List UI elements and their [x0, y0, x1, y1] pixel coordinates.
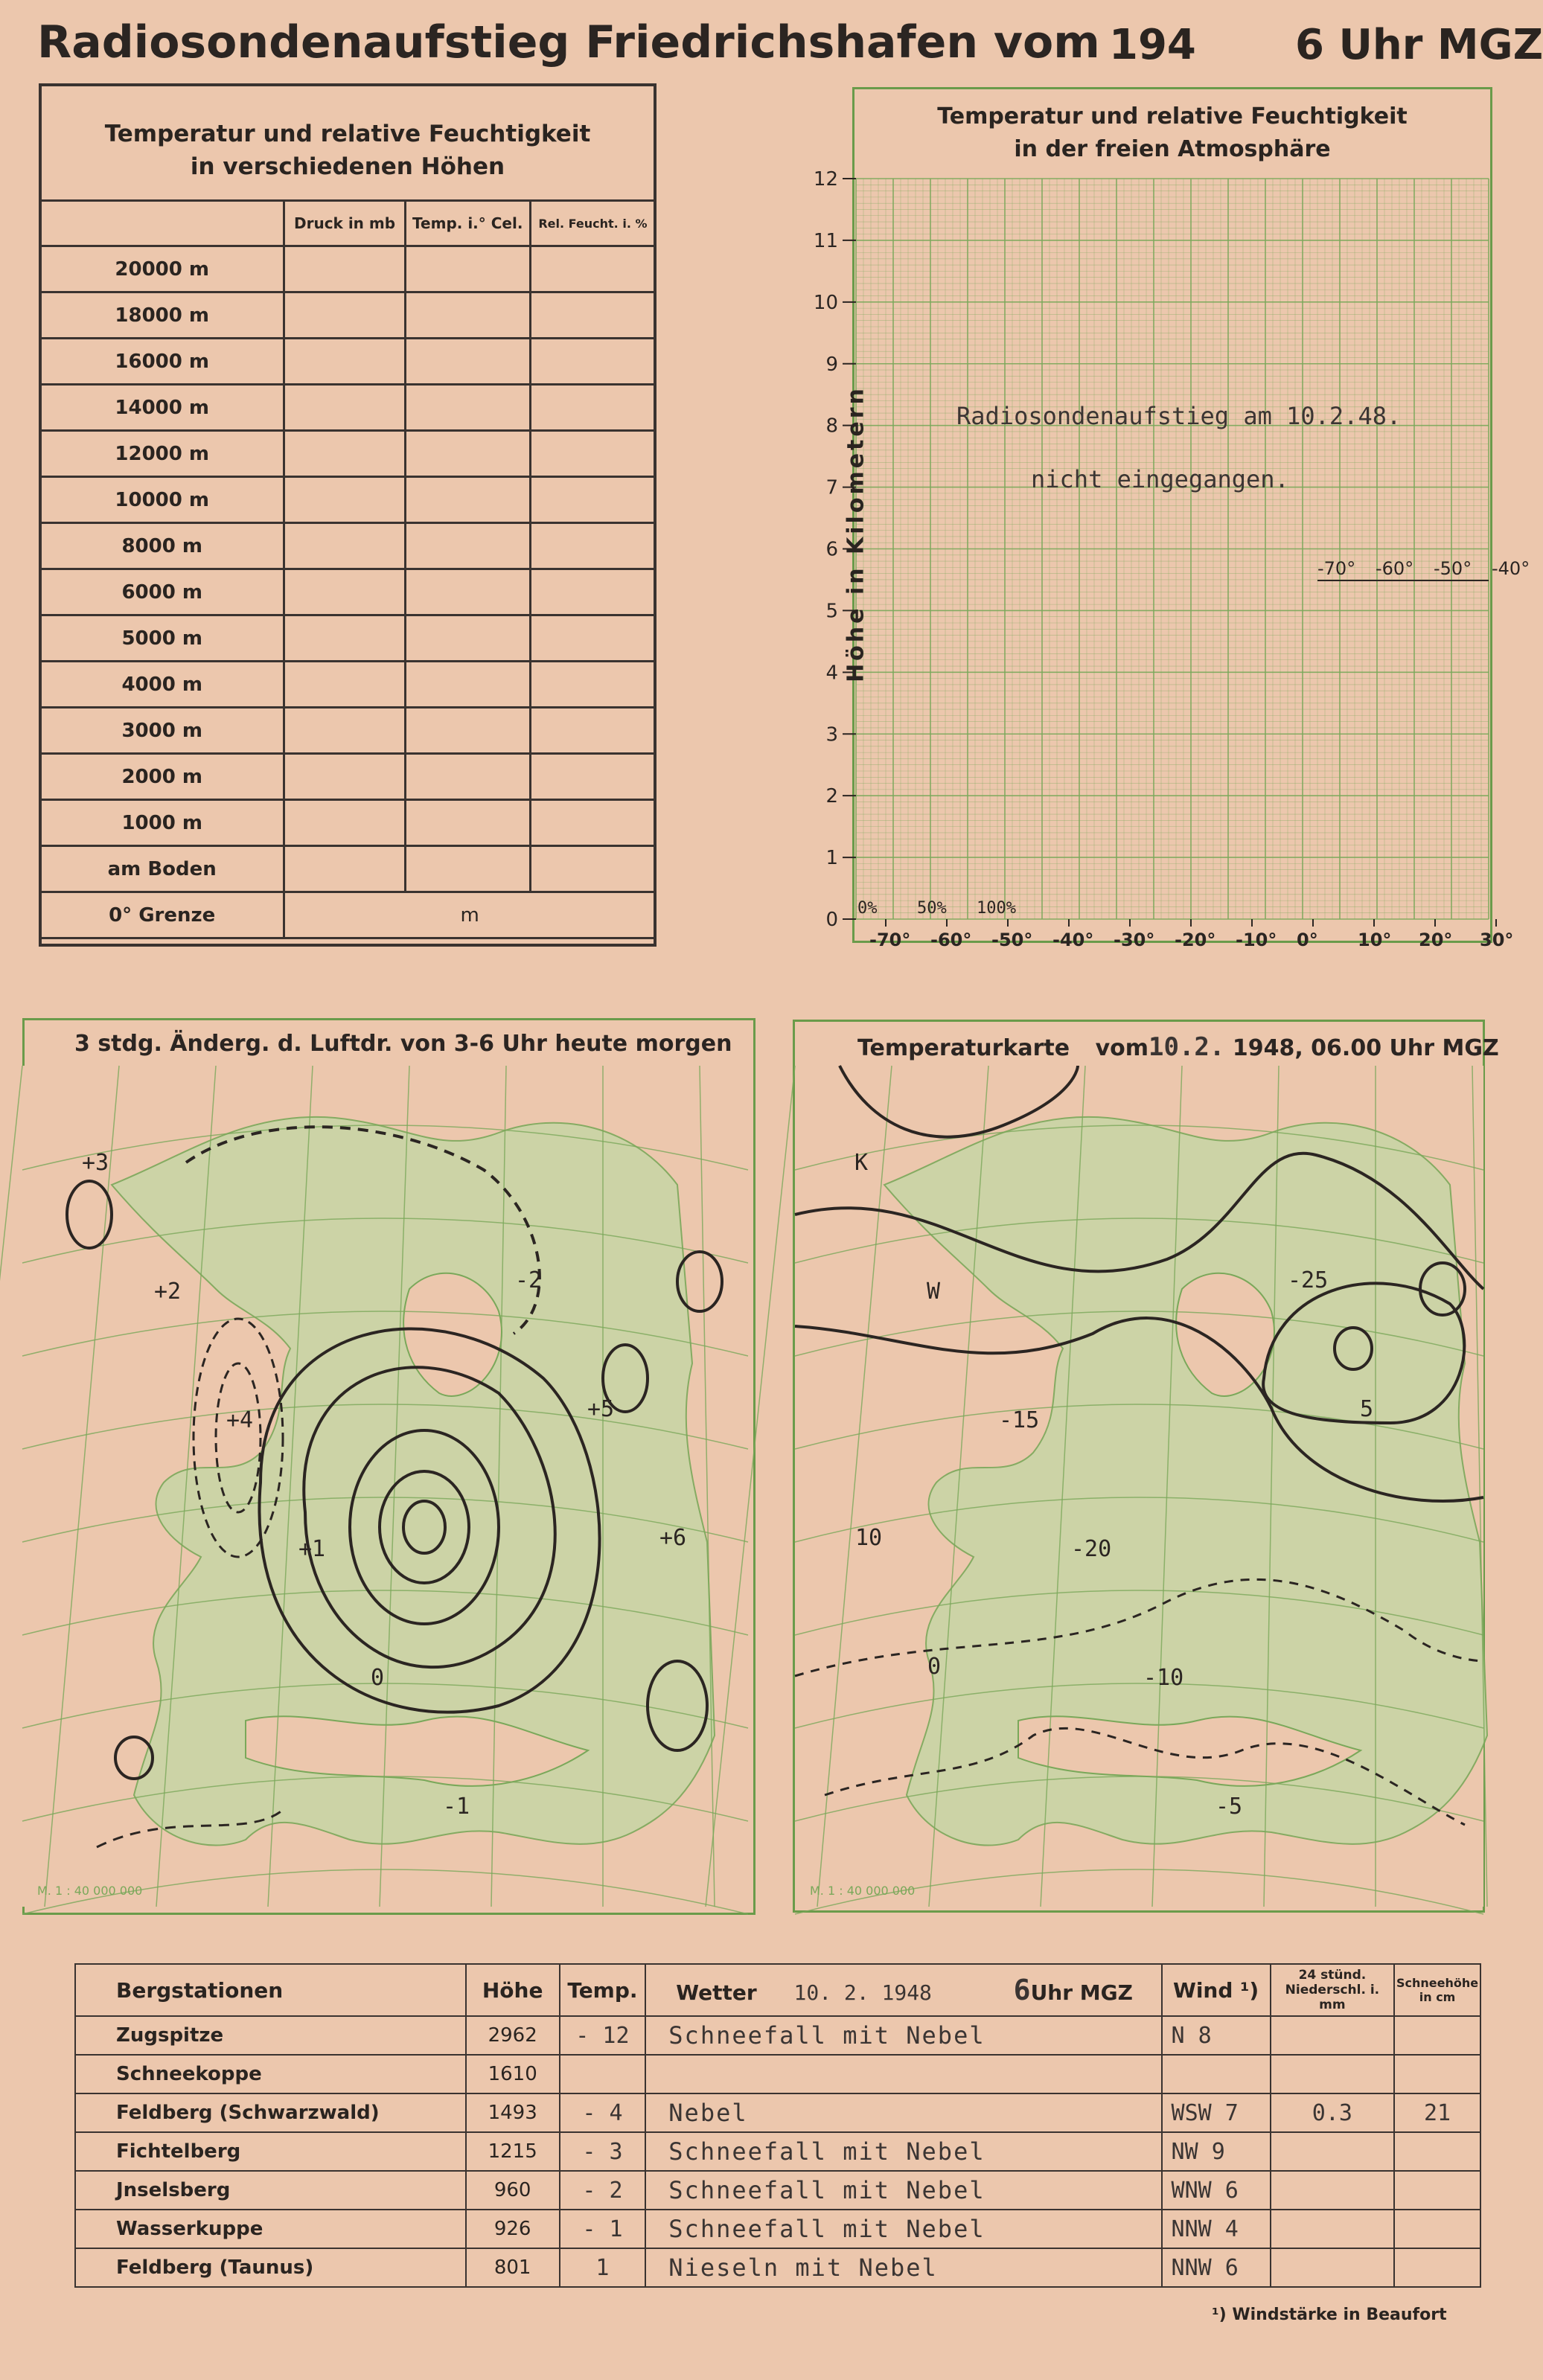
height-cell	[405, 662, 530, 708]
y-tick-label: 12	[813, 168, 838, 191]
humidity-tick-label: 100%	[977, 899, 1016, 918]
height-cell	[284, 754, 405, 800]
map-label: -15	[999, 1407, 1040, 1433]
height-cell	[405, 246, 530, 292]
atmosphere-chart	[774, 149, 1530, 967]
height-label: 5000 m	[40, 615, 284, 662]
zero-grenze-label: 0° Grenze	[40, 892, 284, 938]
y-tick-label: 3	[825, 723, 838, 746]
map-label: -5	[1215, 1794, 1243, 1820]
hdr-weather: Wetter	[676, 1980, 757, 2005]
station-snow	[1394, 2210, 1480, 2248]
station-row	[75, 2210, 1480, 2248]
height-cell	[405, 615, 530, 662]
map-label: +6	[659, 1525, 687, 1551]
height-row	[40, 477, 656, 523]
page-title: Radiosondenaufstieg Friedrichshafen vom	[37, 16, 1100, 68]
pressure-map	[22, 1066, 748, 1907]
height-cell	[284, 477, 405, 523]
x-tick-label: -40°	[1052, 930, 1094, 950]
longitude-line	[0, 1066, 22, 1907]
map-label: 0	[927, 1654, 942, 1680]
station-precip	[1271, 2171, 1394, 2210]
station-precip	[1271, 2210, 1394, 2248]
y-tick-label: 8	[825, 415, 838, 438]
height-cell	[530, 431, 655, 477]
station-precip	[1271, 2055, 1394, 2093]
height-cell	[530, 292, 655, 339]
height-label: 14000 m	[40, 385, 284, 431]
height-label: 2000 m	[40, 754, 284, 800]
x-tick-label: -20°	[1175, 930, 1216, 950]
x-tick-label: 20°	[1419, 930, 1453, 950]
station-wind: WNW 6	[1162, 2171, 1271, 2210]
station-wind: WSW 7	[1162, 2093, 1271, 2132]
height-cell	[284, 292, 405, 339]
temp-map-time: , 06.00 Uhr MGZ	[1294, 1035, 1499, 1061]
station-height: 1610	[466, 2055, 560, 2093]
station-snow	[1394, 2132, 1480, 2171]
height-cell	[530, 246, 655, 292]
station-wind: NNW 4	[1162, 2210, 1271, 2248]
y-tick-label: 2	[825, 785, 838, 808]
height-row	[40, 800, 656, 846]
station-height: 926	[466, 2210, 560, 2248]
hdr-precip: 24 stünd. Niederschl. i. mm	[1271, 1964, 1394, 2016]
station-weather: Nebel	[645, 2093, 1161, 2132]
height-cell	[530, 385, 655, 431]
height-cell	[284, 523, 405, 569]
upper-tick-label: -60°	[1376, 558, 1414, 579]
station-row	[75, 2132, 1480, 2171]
x-tick-label: -60°	[930, 930, 972, 950]
height-row	[40, 662, 656, 708]
station-temp: 1	[560, 2248, 646, 2287]
height-label: 18000 m	[40, 292, 284, 339]
height-row	[40, 569, 656, 615]
station-station: Schneekoppe	[75, 2055, 466, 2093]
station-station: Feldberg (Taunus)	[75, 2248, 466, 2287]
hdr-hour-print: Uhr MGZ	[1030, 1980, 1133, 2005]
map-label: +5	[587, 1396, 615, 1422]
height-cell	[405, 800, 530, 846]
station-weather: Schneefall mit Nebel	[645, 2132, 1161, 2171]
height-label: 4000 m	[40, 662, 284, 708]
map-label: W	[927, 1279, 941, 1305]
col-rel-feucht: Rel. Feucht. i. %	[530, 201, 655, 246]
x-tick-label: 0°	[1297, 930, 1318, 950]
map-label: K	[854, 1150, 869, 1176]
height-cell	[405, 431, 530, 477]
height-table	[39, 199, 657, 939]
map-scale: M. 1 : 40 000 000	[810, 1884, 916, 1898]
map-scale: M. 1 : 40 000 000	[37, 1884, 143, 1898]
temperature-map	[795, 1066, 1483, 1907]
height-cell	[284, 615, 405, 662]
map-label: -2	[515, 1267, 543, 1293]
height-cell	[530, 569, 655, 615]
station-snow	[1394, 2248, 1480, 2287]
hdr-temp: Temp.	[560, 1964, 646, 2016]
x-tick-label: -50°	[991, 930, 1033, 950]
x-tick-label: -70°	[869, 930, 911, 950]
station-row	[75, 2055, 1480, 2093]
station-weather: Schneefall mit Nebel	[645, 2171, 1161, 2210]
height-cell	[405, 569, 530, 615]
station-snow	[1394, 2016, 1480, 2055]
station-station: Feldberg (Schwarzwald)	[75, 2093, 466, 2132]
height-row	[40, 846, 656, 892]
hdr-date: 10. 2. 1948	[793, 1980, 932, 2005]
height-cell	[405, 477, 530, 523]
station-station: Wasserkuppe	[75, 2210, 466, 2248]
height-cell	[405, 523, 530, 569]
height-cell	[284, 339, 405, 385]
height-label: 12000 m	[40, 431, 284, 477]
station-snow	[1394, 2171, 1480, 2210]
height-row	[40, 246, 656, 292]
station-temp: - 4	[560, 2093, 646, 2132]
station-row	[75, 2248, 1480, 2287]
temp-map-title: Temperaturkarte	[857, 1035, 1070, 1061]
atmosphere-title-1: Temperatur und relative Feuchtigkeit	[937, 103, 1408, 129]
station-snow	[1394, 2055, 1480, 2093]
map-label: +4	[226, 1407, 254, 1433]
height-cell	[530, 615, 655, 662]
height-row	[40, 292, 656, 339]
station-temp: - 1	[560, 2210, 646, 2248]
map-label: 10	[855, 1525, 883, 1551]
height-row	[40, 523, 656, 569]
height-label: 16000 m	[40, 339, 284, 385]
height-row	[40, 339, 656, 385]
temp-map-year: 1948	[1232, 1035, 1295, 1061]
station-snow: 21	[1394, 2093, 1480, 2132]
height-row	[40, 431, 656, 477]
height-cell	[530, 800, 655, 846]
height-cell	[284, 662, 405, 708]
height-label: 8000 m	[40, 523, 284, 569]
height-row	[40, 615, 656, 662]
height-label: 6000 m	[40, 569, 284, 615]
station-precip	[1271, 2132, 1394, 2171]
height-cell	[405, 385, 530, 431]
map-label: -25	[1288, 1267, 1329, 1293]
humidity-tick-label: 50%	[917, 899, 947, 918]
map-label: -10	[1143, 1665, 1184, 1691]
x-tick-label: 30°	[1480, 930, 1514, 950]
station-station: Zugspitze	[75, 2016, 466, 2055]
station-wind: NW 9	[1162, 2132, 1271, 2171]
station-weather	[645, 2055, 1161, 2093]
y-tick-label: 4	[825, 662, 838, 685]
mountain-table	[74, 1963, 1481, 2288]
height-cell	[530, 708, 655, 754]
station-precip	[1271, 2248, 1394, 2287]
footnote: ¹) Windstärke in Beaufort	[1212, 2306, 1447, 2324]
height-cell	[284, 569, 405, 615]
x-tick-label: -30°	[1114, 930, 1155, 950]
height-label: am Boden	[40, 846, 284, 892]
station-temp: - 12	[560, 2016, 646, 2055]
y-tick-label: 0	[825, 909, 838, 931]
station-height: 801	[466, 2248, 560, 2287]
pressure-map-title: 3 stdg. Änderg. d. Luftdr. von 3-6 Uhr heute morgen	[74, 1031, 732, 1057]
height-table-title-2: in verschiedenen Höhen	[190, 153, 505, 180]
hdr-snow: Schneehöhe in cm	[1394, 1964, 1480, 2016]
height-cell	[284, 385, 405, 431]
station-temp: - 2	[560, 2171, 646, 2210]
atmosphere-note-2: nicht eingegangen.	[1031, 465, 1289, 493]
height-cell	[530, 754, 655, 800]
height-table-title-1: Temperatur und relative Feuchtigkeit	[104, 121, 591, 147]
hdr-height: Höhe	[466, 1964, 560, 2016]
station-height: 1493	[466, 2093, 560, 2132]
title-hour: 6 Uhr MGZ	[1295, 21, 1543, 69]
station-precip: 0.3	[1271, 2093, 1394, 2132]
height-cell	[405, 846, 530, 892]
height-row	[40, 754, 656, 800]
station-wind	[1162, 2055, 1271, 2093]
y-tick-label: 1	[825, 847, 838, 870]
height-cell	[530, 339, 655, 385]
hdr-hour-hand: 6	[1013, 1974, 1031, 2006]
station-precip	[1271, 2016, 1394, 2055]
height-cell	[405, 292, 530, 339]
height-cell	[530, 662, 655, 708]
y-tick-label: 10	[813, 291, 838, 314]
map-label: +1	[298, 1536, 326, 1562]
height-cell	[405, 708, 530, 754]
y-tick-label: 9	[825, 353, 838, 376]
map-label: +2	[154, 1279, 182, 1305]
title-year: 194	[1109, 21, 1196, 69]
station-weather: Nieseln mit Nebel	[645, 2248, 1161, 2287]
x-tick-label: 10°	[1358, 930, 1392, 950]
station-row	[75, 2016, 1480, 2055]
map-label: +3	[82, 1150, 109, 1176]
station-wind: N 8	[1162, 2016, 1271, 2055]
station-temp: - 3	[560, 2132, 646, 2171]
height-cell	[530, 523, 655, 569]
station-wind: NNW 6	[1162, 2248, 1271, 2287]
hdr-station: Bergstationen	[75, 1964, 466, 2016]
y-tick-label: 11	[813, 229, 838, 252]
station-height: 1215	[466, 2132, 560, 2171]
x-tick-label: -10°	[1236, 930, 1277, 950]
temp-map-vom: vom	[1095, 1035, 1149, 1061]
upper-tick-label: -70°	[1317, 558, 1356, 579]
col-druck: Druck in mb	[284, 201, 405, 246]
station-weather: Schneefall mit Nebel	[645, 2210, 1161, 2248]
atmosphere-note-1: Radiosondenaufstieg am 10.2.48.	[956, 402, 1402, 430]
height-cell	[405, 754, 530, 800]
humidity-tick-label: 0%	[857, 899, 878, 918]
atmosphere-ylabel: Höhe in Kilometern	[843, 386, 869, 682]
station-row	[75, 2093, 1480, 2132]
hdr-wind: Wind ¹)	[1162, 1964, 1271, 2016]
station-height: 960	[466, 2171, 560, 2210]
map-label: 0	[371, 1665, 385, 1691]
height-cell	[405, 339, 530, 385]
map-label: 5	[1360, 1396, 1374, 1422]
height-row	[40, 385, 656, 431]
y-tick-label: 5	[825, 600, 838, 623]
height-cell	[284, 800, 405, 846]
zero-grenze-unit: m	[284, 892, 656, 938]
height-cell	[284, 246, 405, 292]
height-row	[40, 708, 656, 754]
station-row	[75, 2171, 1480, 2210]
height-label: 10000 m	[40, 477, 284, 523]
height-cell	[530, 846, 655, 892]
station-station: Fichtelberg	[75, 2132, 466, 2171]
map-label: -1	[443, 1794, 470, 1820]
upper-tick-label: -40°	[1492, 558, 1530, 579]
height-label: 20000 m	[40, 246, 284, 292]
height-cell	[284, 846, 405, 892]
height-label: 3000 m	[40, 708, 284, 754]
y-tick-label: 6	[825, 538, 838, 561]
col-temp: Temp. i.° Cel.	[405, 201, 530, 246]
height-cell	[284, 431, 405, 477]
height-cell	[530, 477, 655, 523]
y-tick-label: 7	[825, 476, 838, 499]
height-label: 1000 m	[40, 800, 284, 846]
station-station: Jnselsberg	[75, 2171, 466, 2210]
map-label: -20	[1071, 1536, 1112, 1562]
temp-map-date: 10.2.	[1149, 1032, 1225, 1062]
height-cell	[284, 708, 405, 754]
upper-tick-label: -50°	[1434, 558, 1472, 579]
station-weather: Schneefall mit Nebel	[645, 2016, 1161, 2055]
atmosphere-title-2: in der freien Atmosphäre	[1014, 136, 1331, 162]
station-temp	[560, 2055, 646, 2093]
station-height: 2962	[466, 2016, 560, 2055]
